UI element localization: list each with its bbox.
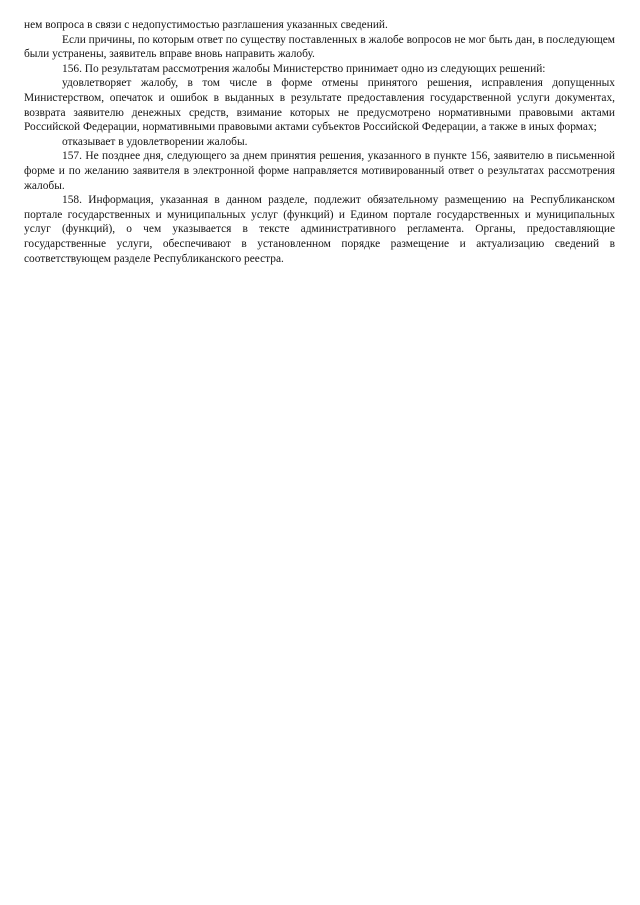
paragraph-157: 157. Не позднее дня, следующего за днем принятия решения, указанного в пункте 156, заявителю в письменной форме и по желанию заявителя в электронной форме направляется мотивированный ответ о результатах рассмотрения жалобы. xyxy=(24,150,615,192)
document-body xyxy=(24,18,615,266)
paragraph-158: 158. Информация, указанная в данном разделе, подлежит обязательному размещению на Республиканском портале государственных и муниципальных услуг (функций) и Едином портале государственных и муниципальных услуг (функций), о чем указывается в тексте административного регламента. Органы, предоставляющие государственные услуги, обеспечивают в установленном порядке размещение и актуализацию сведений в соответствующем разделе Республиканского реестра. xyxy=(24,194,615,265)
paragraph-156-satisfy: удовлетворяет жалобу, в том числе в форме отмены принятого решения, исправления допущенных Министерством, опечаток и ошибок в выданных в результате предоставления государственной услуги документах, возврата заявителю денежных средств, взимание которых не предусмотрено нормативными правовыми актами Российской Федерации, нормативными правовыми актами субъектов Российской Федерации, а также в иных формах; xyxy=(24,77,615,134)
paragraph-continuation: нем вопроса в связи с недопустимостью разглашения указанных сведений. xyxy=(24,19,388,31)
paragraph-156: 156. По результатам рассмотрения жалобы Министерство принимает одно из следующих решений: xyxy=(62,62,546,75)
paragraph-resubmission: Если причины, по которым ответ по существу поставленных в жалобе вопросов не мог быть дан, в последующем были устранены, заявитель вправе вновь направить жалобу. xyxy=(24,33,615,61)
paragraph-156-refuse: отказывает в удовлетворении жалобы. xyxy=(62,135,248,148)
